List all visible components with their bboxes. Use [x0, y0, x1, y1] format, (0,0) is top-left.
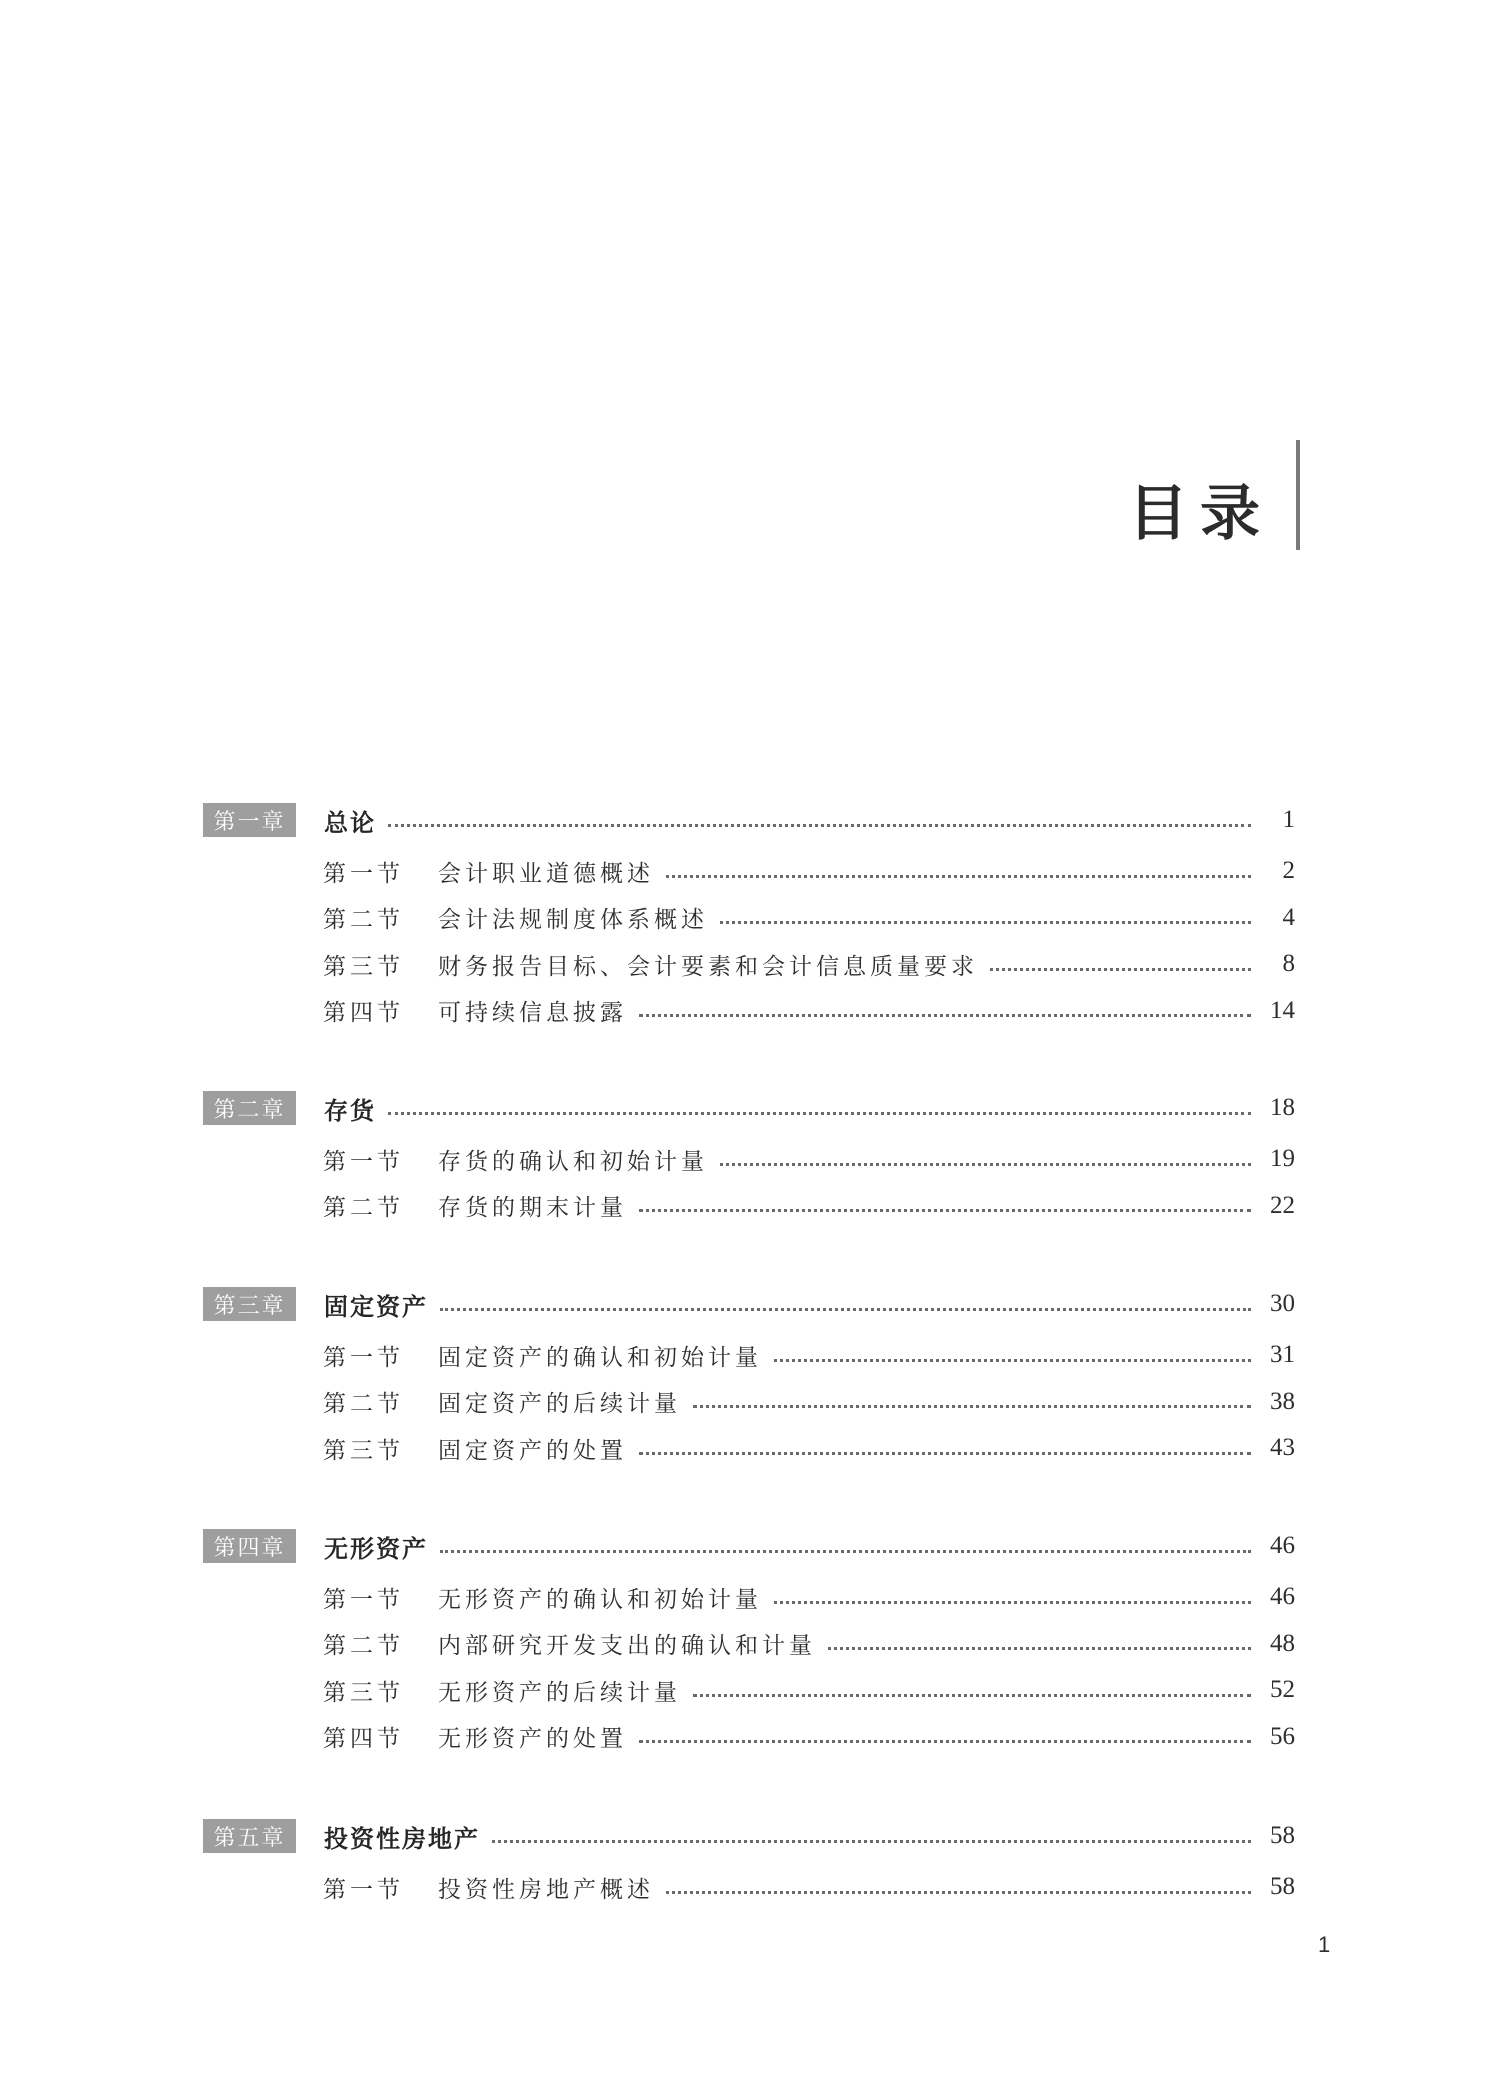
section-entry[interactable] [323, 1715, 1295, 1759]
section-number: 第二节 [323, 1195, 404, 1221]
section-number: 第二节 [323, 1633, 404, 1659]
section-entry[interactable] [323, 1333, 1295, 1377]
section-number: 第一节 [323, 860, 404, 887]
section-number: 第一节 [323, 1876, 404, 1903]
section-title: 无形资产的后续计量 [438, 1679, 681, 1706]
section-title: 存货的期末计量 [438, 1195, 627, 1221]
section-number: 第一节 [323, 1586, 404, 1613]
section-entry[interactable] [323, 1622, 1295, 1666]
section-entry[interactable] [323, 989, 1295, 1033]
section-title: 无形资产的确认和初始计量 [438, 1586, 762, 1613]
section-page-number: 31 [1270, 1341, 1295, 1368]
section-entry[interactable] [323, 896, 1295, 940]
section-title: 存货的确认和初始计量 [438, 1148, 708, 1175]
dot-leader [639, 1207, 1251, 1212]
chapter-page-number: 18 [1270, 1094, 1295, 1121]
dot-leader [693, 1692, 1251, 1697]
chapter-entry[interactable] [203, 1814, 1295, 1858]
dot-leader [388, 822, 1251, 827]
toc-title-block [1120, 440, 1300, 550]
section-entry[interactable] [323, 1380, 1295, 1424]
section-entry[interactable] [323, 1865, 1295, 1909]
section-number: 第一节 [323, 1344, 404, 1371]
section-entry[interactable] [323, 1668, 1295, 1712]
section-page-number: 52 [1270, 1676, 1295, 1703]
section-page-number: 43 [1270, 1434, 1295, 1461]
chapter-label-badge: 第二章 [203, 1091, 296, 1125]
dot-leader [720, 1161, 1251, 1166]
dot-leader [828, 1645, 1251, 1650]
chapter-title: 总论 [324, 808, 376, 837]
chapter-title: 固定资产 [324, 1292, 428, 1321]
section-page-number: 46 [1270, 1583, 1295, 1610]
section-page-number: 8 [1282, 950, 1295, 977]
section-entry[interactable] [323, 849, 1295, 893]
chapter-title: 无形资产 [324, 1534, 428, 1563]
section-page-number: 48 [1270, 1629, 1295, 1657]
section-page-number: 2 [1282, 857, 1295, 884]
chapter-label-badge: 第四章 [203, 1529, 296, 1563]
dot-leader [693, 1403, 1251, 1408]
section-entry[interactable] [323, 1575, 1295, 1619]
section-title: 可持续信息披露 [438, 1000, 627, 1026]
chapter-title: 投资性房地产 [324, 1824, 480, 1853]
section-number: 第二节 [323, 907, 404, 933]
dot-leader [774, 1357, 1251, 1362]
section-entry[interactable] [323, 1184, 1295, 1228]
chapter-title: 存货 [324, 1096, 376, 1125]
section-title: 内部研究开发支出的确认和计量 [438, 1633, 816, 1659]
section-number: 第三节 [323, 953, 404, 980]
section-page-number: 4 [1282, 903, 1295, 931]
chapter-label-badge: 第一章 [203, 803, 296, 837]
chapter-entry[interactable] [203, 1524, 1295, 1568]
chapter-page-number: 58 [1270, 1822, 1295, 1849]
dot-leader [388, 1110, 1251, 1115]
section-title: 会计法规制度体系概述 [438, 907, 708, 933]
dot-leader [639, 1012, 1251, 1017]
section-title: 无形资产的处置 [438, 1726, 627, 1752]
section-entry[interactable] [323, 1426, 1295, 1470]
section-page-number: 22 [1270, 1191, 1295, 1219]
chapter-label-badge: 第三章 [203, 1287, 296, 1321]
section-title: 固定资产的后续计量 [438, 1391, 681, 1417]
section-title: 固定资产的确认和初始计量 [438, 1344, 762, 1371]
section-number: 第三节 [323, 1679, 404, 1706]
section-title: 会计职业道德概述 [438, 860, 654, 887]
section-title: 固定资产的处置 [438, 1437, 627, 1464]
dot-leader [774, 1599, 1251, 1604]
section-page-number: 56 [1270, 1722, 1295, 1750]
dot-leader [639, 1738, 1251, 1743]
section-number: 第四节 [323, 1726, 404, 1752]
chapter-page-number: 1 [1282, 806, 1295, 833]
page-title: 目录 [1128, 479, 1272, 549]
chapter-label-badge: 第五章 [203, 1819, 296, 1853]
chapter-entry[interactable] [203, 1086, 1295, 1130]
dot-leader [720, 919, 1251, 924]
chapter-entry[interactable] [203, 1282, 1295, 1326]
section-entry[interactable] [323, 942, 1295, 986]
dot-leader [990, 966, 1251, 971]
dot-leader [666, 873, 1251, 878]
section-page-number: 38 [1270, 1387, 1295, 1415]
page-number: 1 [1318, 1932, 1331, 1957]
dot-leader [639, 1450, 1251, 1455]
section-title: 投资性房地产概述 [438, 1876, 654, 1903]
section-title: 财务报告目标、会计要素和会计信息质量要求 [438, 953, 978, 980]
section-number: 第二节 [323, 1391, 404, 1417]
section-number: 第三节 [323, 1437, 404, 1464]
chapter-entry[interactable] [203, 798, 1295, 842]
dot-leader [440, 1548, 1251, 1553]
section-page-number: 58 [1270, 1873, 1295, 1900]
dot-leader [666, 1889, 1251, 1894]
section-page-number: 19 [1270, 1145, 1295, 1172]
dot-leader [492, 1838, 1251, 1843]
chapter-page-number: 30 [1270, 1290, 1295, 1317]
section-number: 第一节 [323, 1148, 404, 1175]
section-entry[interactable] [323, 1137, 1295, 1181]
dot-leader [440, 1306, 1251, 1311]
chapter-page-number: 46 [1270, 1532, 1295, 1559]
section-number: 第四节 [323, 1000, 404, 1026]
title-vertical-rule [1296, 440, 1300, 550]
section-page-number: 14 [1270, 996, 1295, 1024]
